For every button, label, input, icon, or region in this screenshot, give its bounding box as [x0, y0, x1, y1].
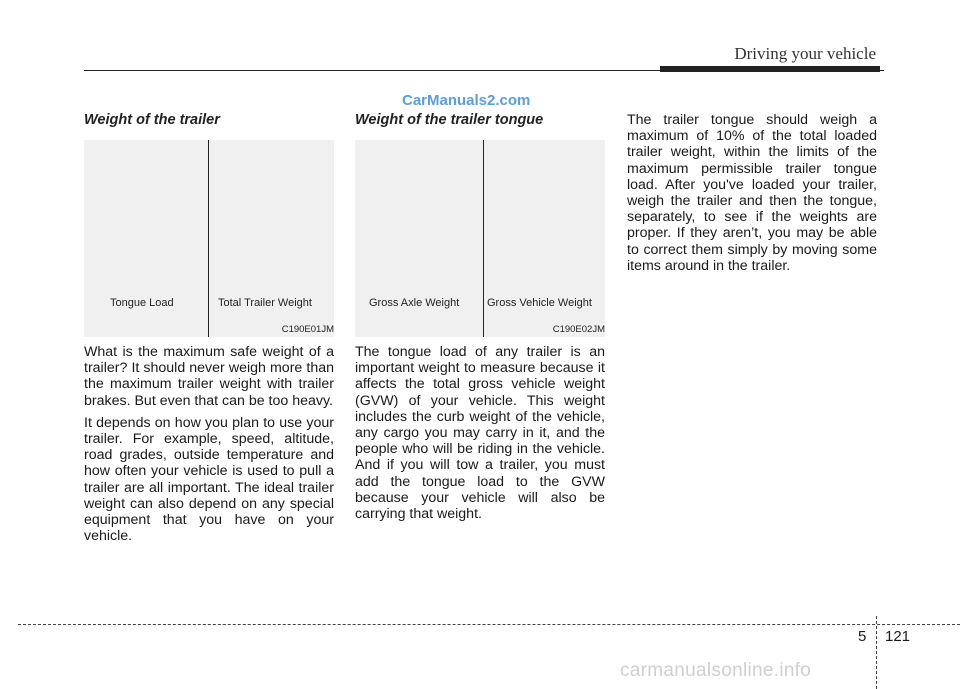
paragraph: The trailer tongue should weigh a maximum of 10% of the total loaded trailer weight, within the limits of the maximum permissible trailer tongue load. After you've loaded your trailer, weigh the trailer and then the tongue, separately, to see if the weights are proper. If they aren’t, you may be able to correct them simply by moving some items around in the trailer. [627, 112, 877, 274]
paragraph: The tongue load of any trailer is an important weight to measure because it affects the total gross vehicle weight (GVW) of your vehicle. This weight includes the curb weight of the vehicle, any cargo you may carry in it, and the people who will be riding in the vehicle. And if you will tow a trailer, you must add the tongue load to the GVW because your vehicle will also be carrying that weight. [355, 344, 605, 523]
watermark-top: CarManuals2.com [402, 92, 531, 109]
footer-rule [18, 624, 960, 625]
column-left [84, 112, 334, 550]
figure-divider [483, 140, 484, 337]
column-middle [355, 112, 605, 528]
watermark-bottom: carmanualsonline.info [620, 660, 812, 681]
section-heading-tongue-weight: Weight of the trailer tongue [355, 112, 544, 128]
figure-code: C190E01JM [281, 324, 334, 335]
figure-label-tongue-load: Tongue Load [110, 297, 174, 309]
figure-code: C190E02JM [552, 324, 605, 335]
footer-divider [876, 616, 877, 689]
section-header: Driving your vehicle [734, 44, 876, 63]
figure-label-gross-vehicle-weight: Gross Vehicle Weight [487, 297, 592, 309]
chapter-number: 5 [858, 628, 867, 645]
page-number: 121 [885, 628, 911, 645]
figure-label-gross-axle-weight: Gross Axle Weight [369, 297, 460, 309]
column-right [627, 112, 877, 280]
section-heading-trailer-weight: Weight of the trailer [84, 112, 220, 128]
figure-tongue-weight [355, 140, 605, 337]
figure-trailer-weight [84, 140, 334, 337]
figure-label-total-trailer-weight: Total Trailer Weight [218, 297, 312, 309]
paragraph: What is the maximum safe weight of a trailer? It should never weigh more than the maximum trailer weight with trailer brakes. But even that can be too heavy. [84, 344, 334, 409]
figure-divider [208, 140, 209, 337]
paragraph: It depends on how you plan to use your trailer. For example, speed, altitude, road grades, outside temperature and how often your vehicle is used to pull a trailer are all important. The ideal trailer weight can also depend on any special equipment that you have on your vehicle. [84, 414, 334, 545]
header-rule-accent [660, 66, 880, 72]
